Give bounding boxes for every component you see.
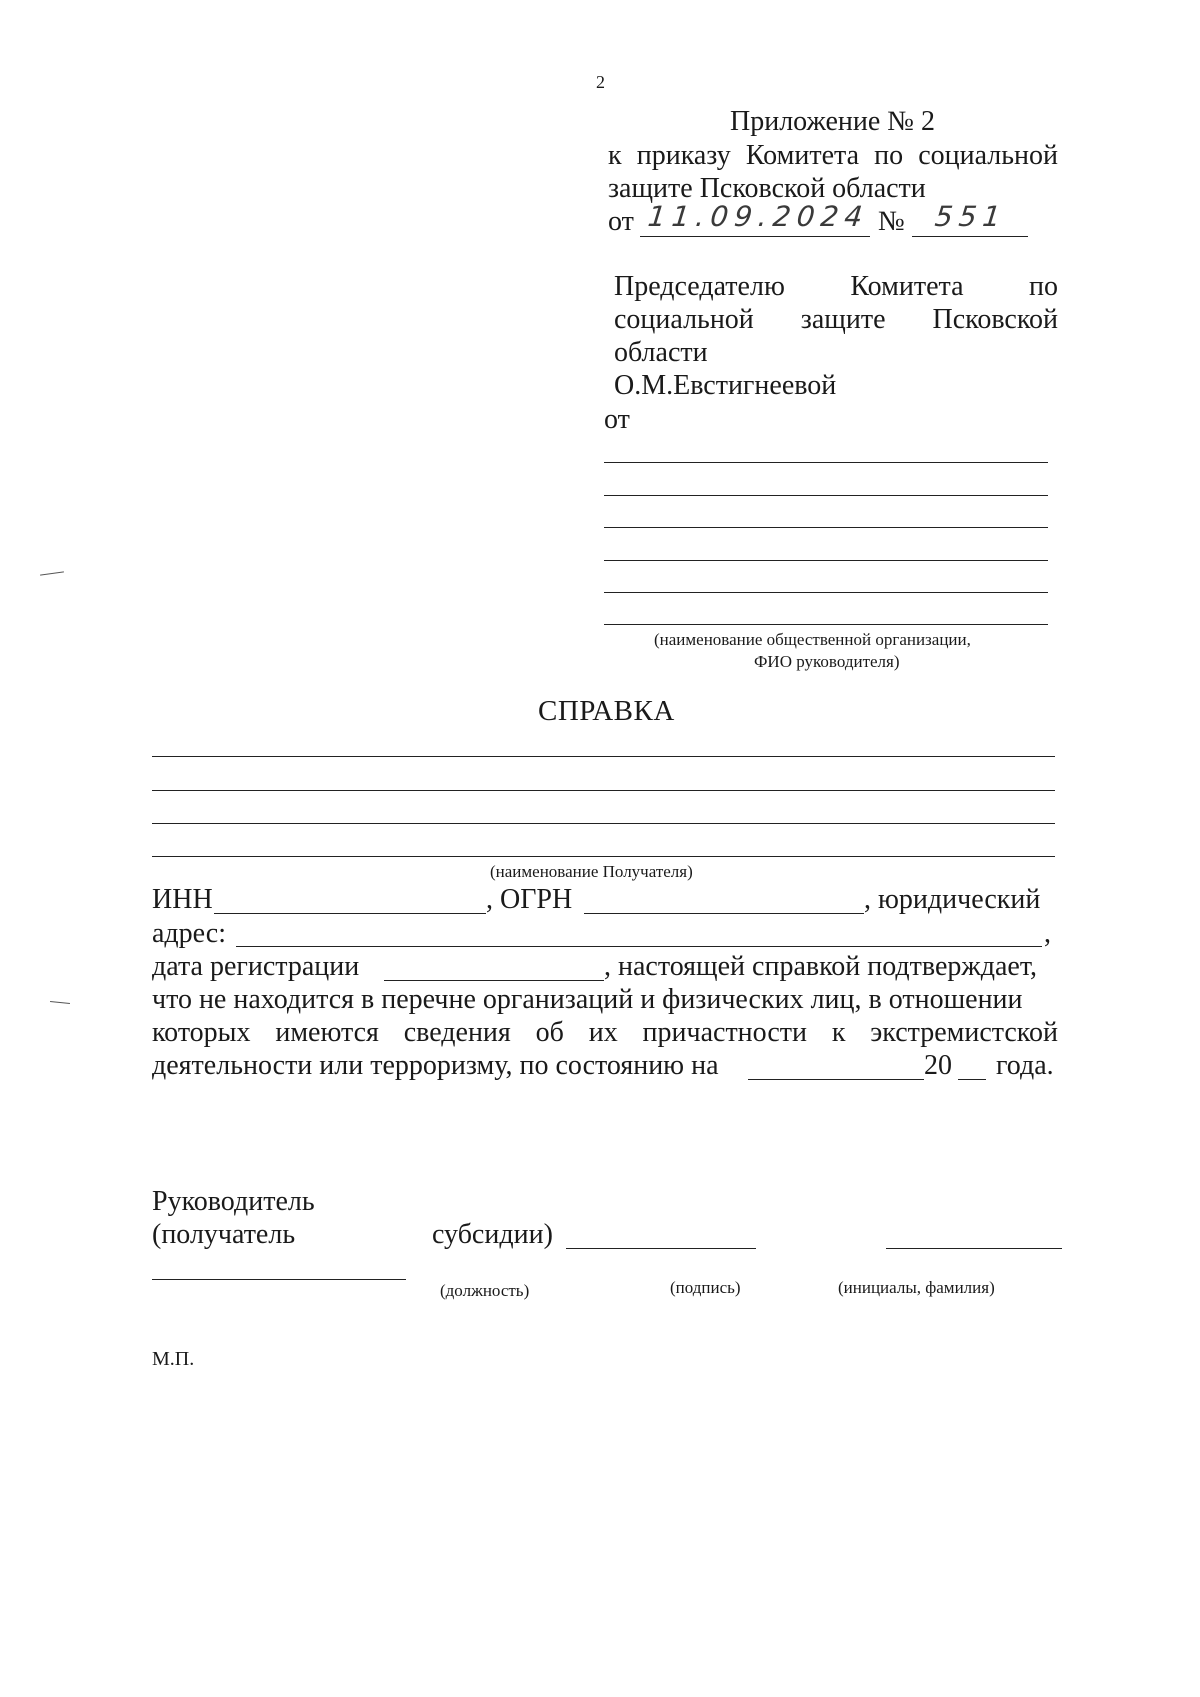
recipient-line <box>152 856 1055 857</box>
word: экстремистской <box>870 1017 1058 1048</box>
addressee-name: О.М.Евстигнеевой <box>614 370 837 401</box>
reg-date-field-line <box>384 980 604 981</box>
word: Псковской <box>932 304 1058 335</box>
confirms-text: , настоящей справкой подтверждает, <box>604 951 1037 982</box>
word: к <box>608 140 622 171</box>
legal-label: , юридический <box>864 884 1041 915</box>
position-caption: (должность) <box>440 1281 530 1300</box>
blank-line <box>604 560 1048 561</box>
name-field-line <box>886 1248 1062 1249</box>
recipient-line <box>152 756 1055 757</box>
blank-line <box>604 462 1048 463</box>
inn-field-line <box>214 913 486 914</box>
word: Председателю <box>614 271 785 302</box>
body-line-not-listed: что не находится в перечне организаций и физических лиц, в отношении <box>152 984 1023 1015</box>
word: Комитета <box>745 140 860 171</box>
organization-caption: (наименование общественной организации, <box>654 630 971 649</box>
ogrn-field-line <box>584 913 864 914</box>
addressee-line-1 <box>614 271 1058 303</box>
year-field-line <box>958 1079 986 1080</box>
handwritten-number: 551 <box>933 200 1009 233</box>
address-label: адрес: <box>152 918 227 949</box>
inn-label: ИНН <box>152 884 213 915</box>
body-line-which <box>152 1017 1058 1049</box>
number-underline <box>912 236 1028 237</box>
word: сведения <box>403 1017 511 1048</box>
stamp-place: М.П. <box>152 1348 195 1370</box>
appendix-committee-line: защите Псковской области <box>608 173 926 204</box>
subsidy-label: субсидии) <box>432 1219 553 1250</box>
addressee-line-3: области <box>614 337 708 368</box>
word: их <box>588 1017 618 1048</box>
address-field-line <box>236 946 1042 947</box>
number-prefix: № <box>878 206 905 237</box>
recipient-paren-label: (получатель <box>152 1219 296 1250</box>
word: которых <box>152 1017 251 1048</box>
word: по <box>874 140 904 171</box>
word: приказу <box>636 140 731 171</box>
word: по <box>1029 271 1058 302</box>
word: к <box>831 1017 846 1048</box>
date-underline <box>640 236 870 237</box>
word: причастности <box>642 1017 808 1048</box>
recipient-line <box>152 790 1055 791</box>
appendix-title: Приложение № 2 <box>730 106 935 137</box>
year-suffix: года. <box>996 1050 1054 1081</box>
signature-field-line <box>566 1248 756 1249</box>
blank-line <box>604 624 1048 625</box>
appendix-from-prefix: от <box>608 206 634 237</box>
ogrn-label: , ОГРН <box>486 884 573 915</box>
word: Комитета <box>850 271 964 302</box>
recipient-line <box>152 823 1055 824</box>
word: имеются <box>275 1017 379 1048</box>
position-field-line <box>152 1279 406 1280</box>
word: социальной <box>918 140 1058 171</box>
scan-mark <box>40 571 64 575</box>
reg-date-label: дата регистрации <box>152 951 360 982</box>
word: социальной <box>614 304 754 335</box>
recipient-caption: (наименование Получателя) <box>490 862 693 881</box>
signature-caption: (подпись) <box>670 1278 741 1297</box>
word: об <box>535 1017 564 1048</box>
blank-line <box>604 495 1048 496</box>
page-number: 2 <box>596 72 605 92</box>
blank-line <box>604 527 1048 528</box>
document-title: СПРАВКА <box>538 695 675 727</box>
address-end: , <box>1044 918 1051 949</box>
organization-caption-2: ФИО руководителя) <box>754 652 900 671</box>
word: защите <box>800 304 886 335</box>
addressee-from-label: от <box>604 404 630 435</box>
handwritten-date: 11.09.2024 <box>646 200 871 233</box>
appendix-order-line <box>608 140 1058 172</box>
blank-line <box>604 592 1048 593</box>
head-label: Руководитель <box>152 1186 315 1217</box>
as-of-date-field-line <box>748 1079 924 1080</box>
scan-mark <box>50 1001 70 1004</box>
body-line-activity: деятельности или терроризму, по состоянию на <box>152 1050 719 1081</box>
name-caption: (инициалы, фамилия) <box>838 1278 995 1297</box>
addressee-line-2 <box>614 304 1058 336</box>
year-prefix: 20 <box>924 1050 952 1081</box>
